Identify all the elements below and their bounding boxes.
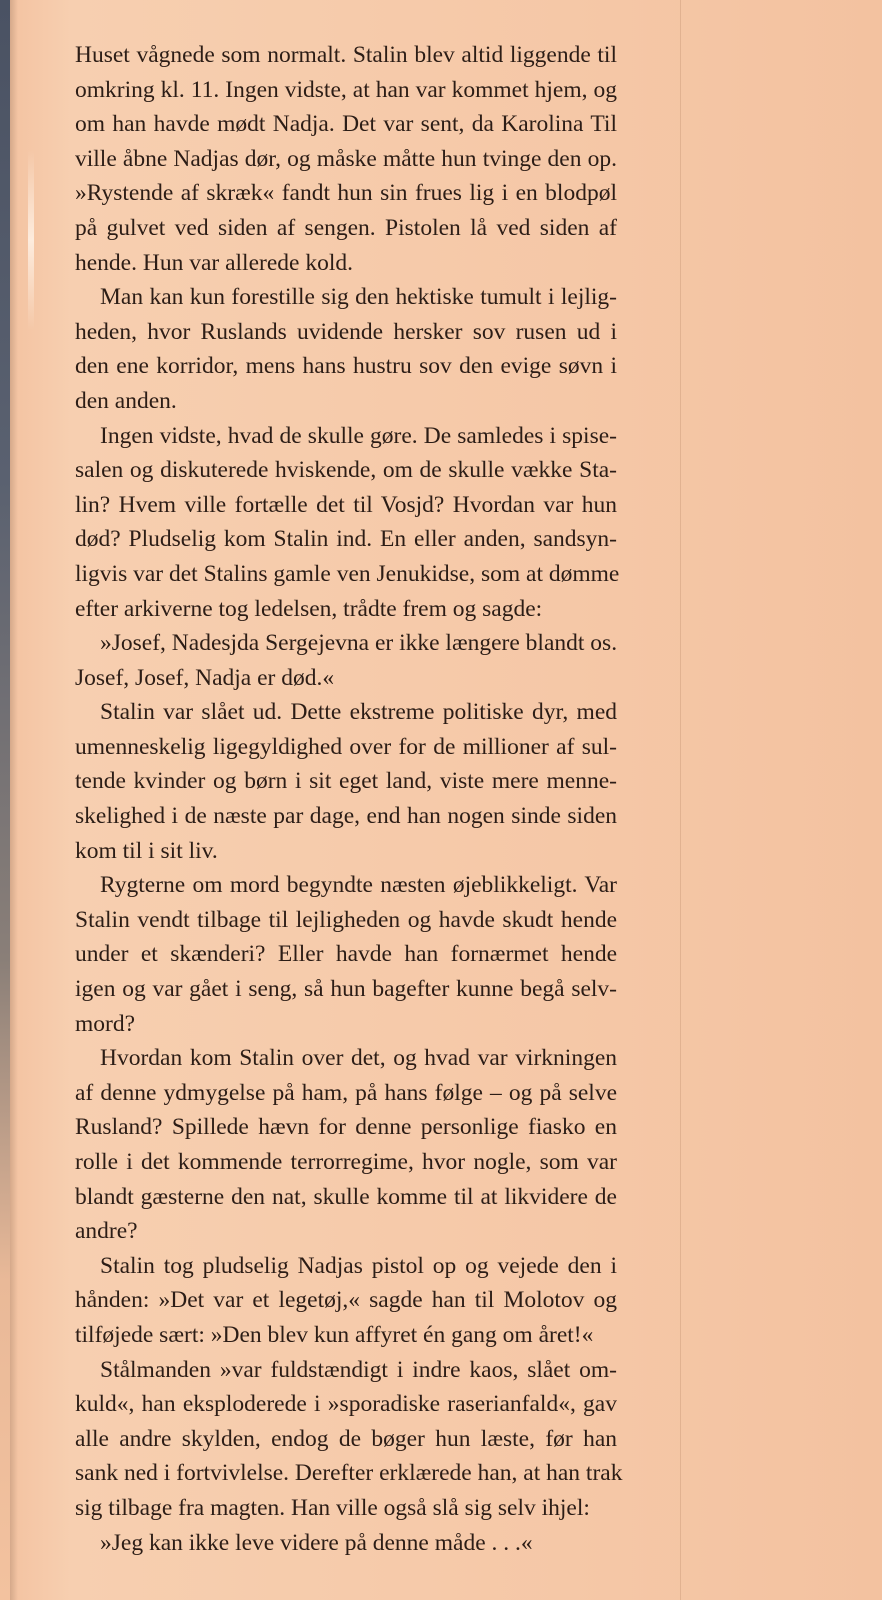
text-line: salen og diskuterede hviskende, om de skulle vække Sta- [75, 457, 617, 484]
text-line: Stalin var slået ud. Dette ekstreme politiske dyr, med [100, 699, 617, 726]
text-line: om han havde mødt Nadja. Det var sent, da Karolina Til [75, 111, 617, 138]
text-line: andre? [75, 1218, 138, 1245]
text-line: den anden. [75, 387, 177, 414]
text-line: heden, hvor Ruslands uvidende hersker sov rusen ud i [75, 318, 617, 345]
text-line: »Rystende af skræk« fandt hun sin frues lig i en blodpøl [75, 180, 617, 207]
book-binding-edge [0, 0, 10, 1600]
text-line: skelighed i de næste par dage, end han nogen sinde siden [75, 803, 617, 830]
text-line: Stalin vendt tilbage til lejligheden og havde skudt hende [75, 906, 617, 933]
text-line: Josef, Josef, Nadja er død.« [75, 664, 335, 691]
text-line: »Josef, Nadesjda Sergejevna er ikke længere blandt os. [100, 630, 618, 657]
text-line: hånden: »Det var et legetøj,« sagde han til Molotov og [75, 1287, 617, 1314]
text-line: af denne ydmygelse på ham, på hans følge – og på selve [75, 1079, 617, 1106]
text-line: umenneskelig ligegyldighed over for de millioner af sul- [75, 733, 617, 760]
text-line: ligvis var det Stalins gamle ven Jenukidse, som at dømme [75, 560, 620, 587]
text-line: sig tilbage fra magten. Han ville også slå sig selv ihjel: [75, 1494, 590, 1521]
text-line: Man kan kun forestille sig den hektiske tumult i lejlig- [100, 284, 617, 311]
text-line: mord? [75, 1010, 136, 1037]
text-line: Rusland? Spillede hævn for denne personlige fiasko en [75, 1114, 617, 1141]
text-line: på gulvet ved siden af sengen. Pistolen lå ved siden af [75, 214, 617, 241]
text-line: igen og var gået i seng, så hun bagefter kunne begå selv- [75, 976, 617, 1003]
text-line: omkring kl. 11. Ingen vidste, at han var kommet hjem, og [75, 76, 617, 103]
text-line: Rygterne om mord begyndte næsten øjeblikkeligt. Var [100, 872, 617, 899]
text-line: lin? Hvem ville fortælle det til Vosjd? Hvordan var hun [75, 491, 617, 518]
light-glare [28, 150, 34, 330]
text-line: rolle i det kommende terrorregime, hvor nogle, som var [75, 1149, 617, 1175]
text-line: hende. Hun var allerede kold. [75, 249, 353, 276]
text-line: »Jeg kan ikke leve videre på denne måde . . .« [100, 1529, 533, 1556]
body-text [75, 38, 623, 1560]
text-line: tende kvinder og børn i sit eget land, viste mere menne- [75, 768, 617, 795]
text-line: sank ned i fortvivlelse. Derefter erklærede han, at han trak [75, 1460, 623, 1487]
text-line: død? Pludselig kom Stalin ind. En eller anden, sandsyn- [75, 526, 617, 553]
text-line: Stalin tog pludselig Nadjas pistol op og vejede den i [100, 1252, 617, 1279]
text-line: ville åbne Nadjas dør, og måske måtte hun tvinge den op. [75, 145, 617, 172]
text-line: Huset vågnede som normalt. Stalin blev altid liggende til [75, 42, 617, 68]
text-line: blandt gæsterne den nat, skulle komme til at likvidere de [75, 1183, 617, 1210]
text-line: Hvordan kom Stalin over det, og hvad var virkningen [100, 1045, 617, 1072]
text-line: tilføjede sært: »Den blev kun affyret én gang om året!« [75, 1321, 594, 1348]
text-line: kuld«, han eksploderede i »sporadiske raserianfald«, gav [75, 1391, 617, 1418]
text-line: den ene korridor, mens hans hustru sov den evige søvn i [75, 353, 617, 380]
page-gutter-shadow [10, 0, 18, 1600]
text-line: under et skænderi? Eller havde han fornærmet hende [75, 941, 617, 968]
text-line: kom til i sit liv. [75, 837, 218, 864]
text-line: efter arkiverne tog ledelsen, trådte frem og sagde: [75, 595, 543, 622]
text-line: Ingen vidste, hvad de skulle gøre. De samledes i spise- [100, 422, 617, 449]
text-line: alle andre skylden, endog de bøger hun læste, før han [75, 1425, 617, 1452]
page-fold-line [680, 0, 681, 1600]
text-line: Stålmanden »var fuldstændigt i indre kaos, slået om- [100, 1356, 617, 1383]
